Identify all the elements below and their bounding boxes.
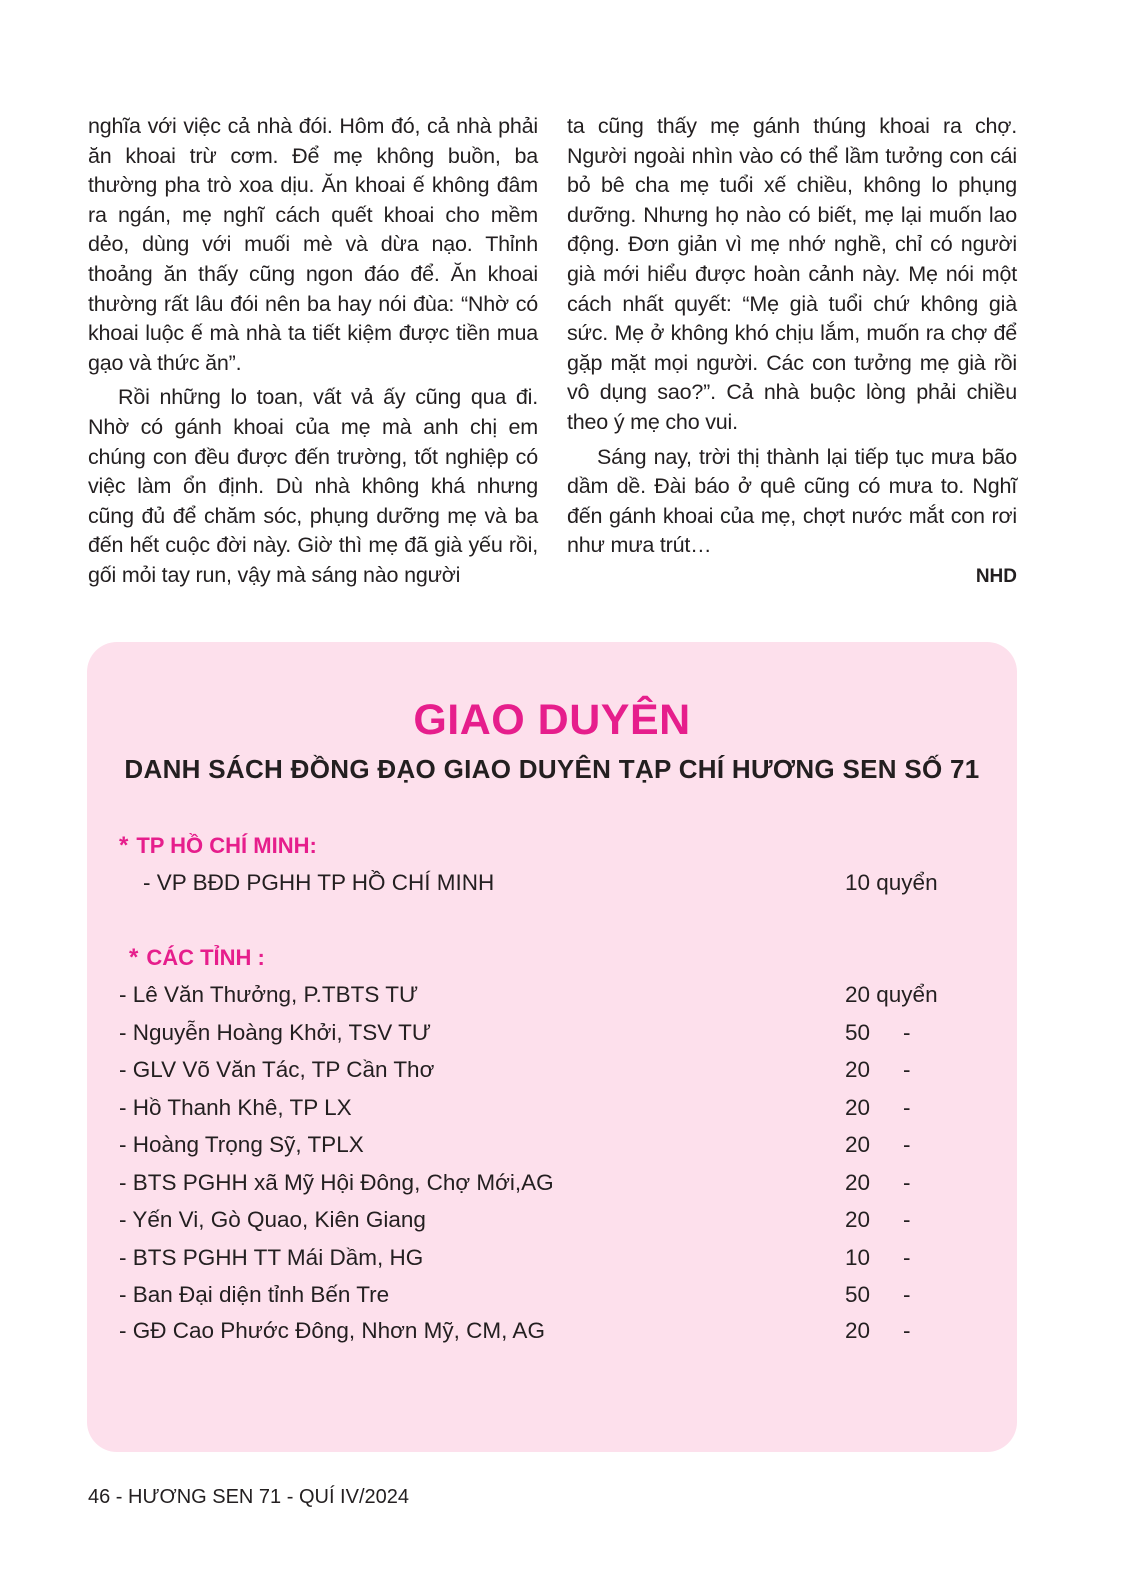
star-icon: * [119,832,129,859]
article-paragraph: nghĩa với việc cả nhà đói. Hôm đó, cả nhà phải ăn khoai trừ cơm. Để mẹ không buồn, ba thường pha trò xoa dịu. Ăn khoai ế không đâm ra ngán, mẹ nghĩ cách quết khoai cho mềm dẻo, dùng với muối mè và dừa nạo. Thỉnh thoảng ăn thấy cũng ngon đáo để. Ăn khoai thường rất lâu đói nên ba hay nói đùa: “Nhờ có khoai luộc ế mà nhà ta tiết kiệm được tiền mua gạo và thức ăn”. [88,114,538,375]
ditto-mark: - [903,1020,911,1045]
page-footer: 46 - HƯƠNG SEN 71 - QUÍ IV/2024 [88,1486,410,1508]
section-heading-provinces [129,944,265,972]
ditto-mark: - [903,1132,911,1157]
article-paragraph: Rồi những lo toan, vất vả ấy cũng qua đi. Nhờ có gánh khoai của mẹ mà anh chị em chúng con đều được đến trường, tốt nghiệp có việc làm ổn định. Dù nhà không khá nhưng cũng đủ để chăm sóc, phụng dưỡng mẹ và ba đến hết cuộc đời này. Giờ thì mẹ đã già yếu rồi, gối mỏi tay run, vậy mà sáng nào người [88,385,538,587]
panel-title: GIAO DUYÊN [413,696,691,744]
ditto-mark: - [903,1318,911,1343]
list-item [119,1245,939,1279]
donor-name: - Hồ Thanh Khê, TP LX [119,1095,352,1120]
ditto-mark: - [903,1057,911,1082]
list-item [119,1095,939,1129]
donor-name: - Hoàng Trọng Sỹ, TPLX [119,1132,364,1157]
list-item [119,1318,939,1352]
donation-qty: 50 [845,1020,871,1045]
ditto-mark: - [903,1282,911,1307]
list-item [119,1057,939,1091]
list-item [119,1207,939,1241]
donor-name: - Lê Văn Thưởng, P.TBTS TƯ [119,982,419,1007]
donor-name: - Yến Vi, Gò Quao, Kiên Giang [119,1207,426,1232]
list-item [119,1020,939,1054]
ditto-mark: - [903,1245,911,1270]
donation-qty: 20 [845,1095,871,1120]
ditto-mark: - [903,1170,911,1195]
article-paragraph: ta cũng thấy mẹ gánh thúng khoai ra chợ. Người ngoài nhìn vào có thể lầm tưởng con cái bỏ bê cha mẹ tuổi xế chiều, không lo phụng dưỡng. Nhưng họ nào có biết, mẹ lại muốn lao động. Đơn giản vì mẹ nhớ nghề, chỉ có người già mới hiểu được hoàn cảnh này. Mẹ nói một cách nhất quyết: “Mẹ già tuổi chứ không già sức. Mẹ ở không khó chịu lắm, muốn ra chợ để gặp mặt mọi người. Các con tưởng mẹ già rồi vô dụng sao?”. Cả nhà buộc lòng phải chiều theo ý mẹ cho vui. [567,114,1017,434]
list-item [119,982,939,1016]
list-item [143,870,963,904]
section-heading-label: CÁC TỈNH : [146,945,265,970]
donation-qty: 20 quyển [845,982,938,1007]
section-heading-label: TP HỒ CHÍ MINH: [136,833,317,858]
donation-qty: 20 [845,1132,871,1157]
donation-qty: 20 [845,1318,871,1343]
panel-subtitle: DANH SÁCH ĐỒNG ĐẠO GIAO DUYÊN TẠP CHÍ HƯƠNG SEN SỐ 71 [124,754,980,784]
donor-name: - Ban Đại diện tỉnh Bến Tre [119,1282,390,1307]
list-item [119,1132,939,1166]
list-item [119,1170,939,1204]
list-item [119,1282,939,1316]
donation-qty: 50 [845,1282,871,1307]
donor-name: - BTS PGHH xã Mỹ Hội Đông, Chợ Mới,AG [119,1170,554,1195]
ditto-mark: - [903,1095,911,1120]
donation-qty: 10 quyển [845,870,938,895]
article-left-column [88,112,538,596]
giao-duyen-panel [87,642,1017,1452]
donor-name: - GĐ Cao Phước Đông, Nhơn Mỹ, CM, AG [119,1318,545,1343]
donor-name: - GLV Võ Văn Tác, TP Cần Thơ [119,1057,435,1082]
ditto-mark: - [903,1207,911,1232]
donation-qty: 20 [845,1170,871,1195]
donation-qty: 20 [845,1057,871,1082]
star-icon: * [129,944,139,971]
article-right-column [567,112,1017,566]
donor-name: - Nguyễn Hoàng Khởi, TSV TƯ [119,1020,432,1045]
donation-qty: 20 [845,1207,871,1232]
article-paragraph: Sáng nay, trời thị thành lại tiếp tục mưa bão dầm dề. Đài báo ở quê cũng có mưa to. Nghĩ đến gánh khoai của mẹ, chợt nước mắt con rơi như mưa trút… [567,444,1017,558]
section-heading-hcm [119,832,317,860]
donor-name: - BTS PGHH TT Mái Dầm, HG [119,1245,424,1270]
donor-name: - VP BĐD PGHH TP HỒ CHÍ MINH [143,870,495,895]
donation-qty: 10 [845,1245,871,1270]
author-signature: NHD [975,566,1017,587]
